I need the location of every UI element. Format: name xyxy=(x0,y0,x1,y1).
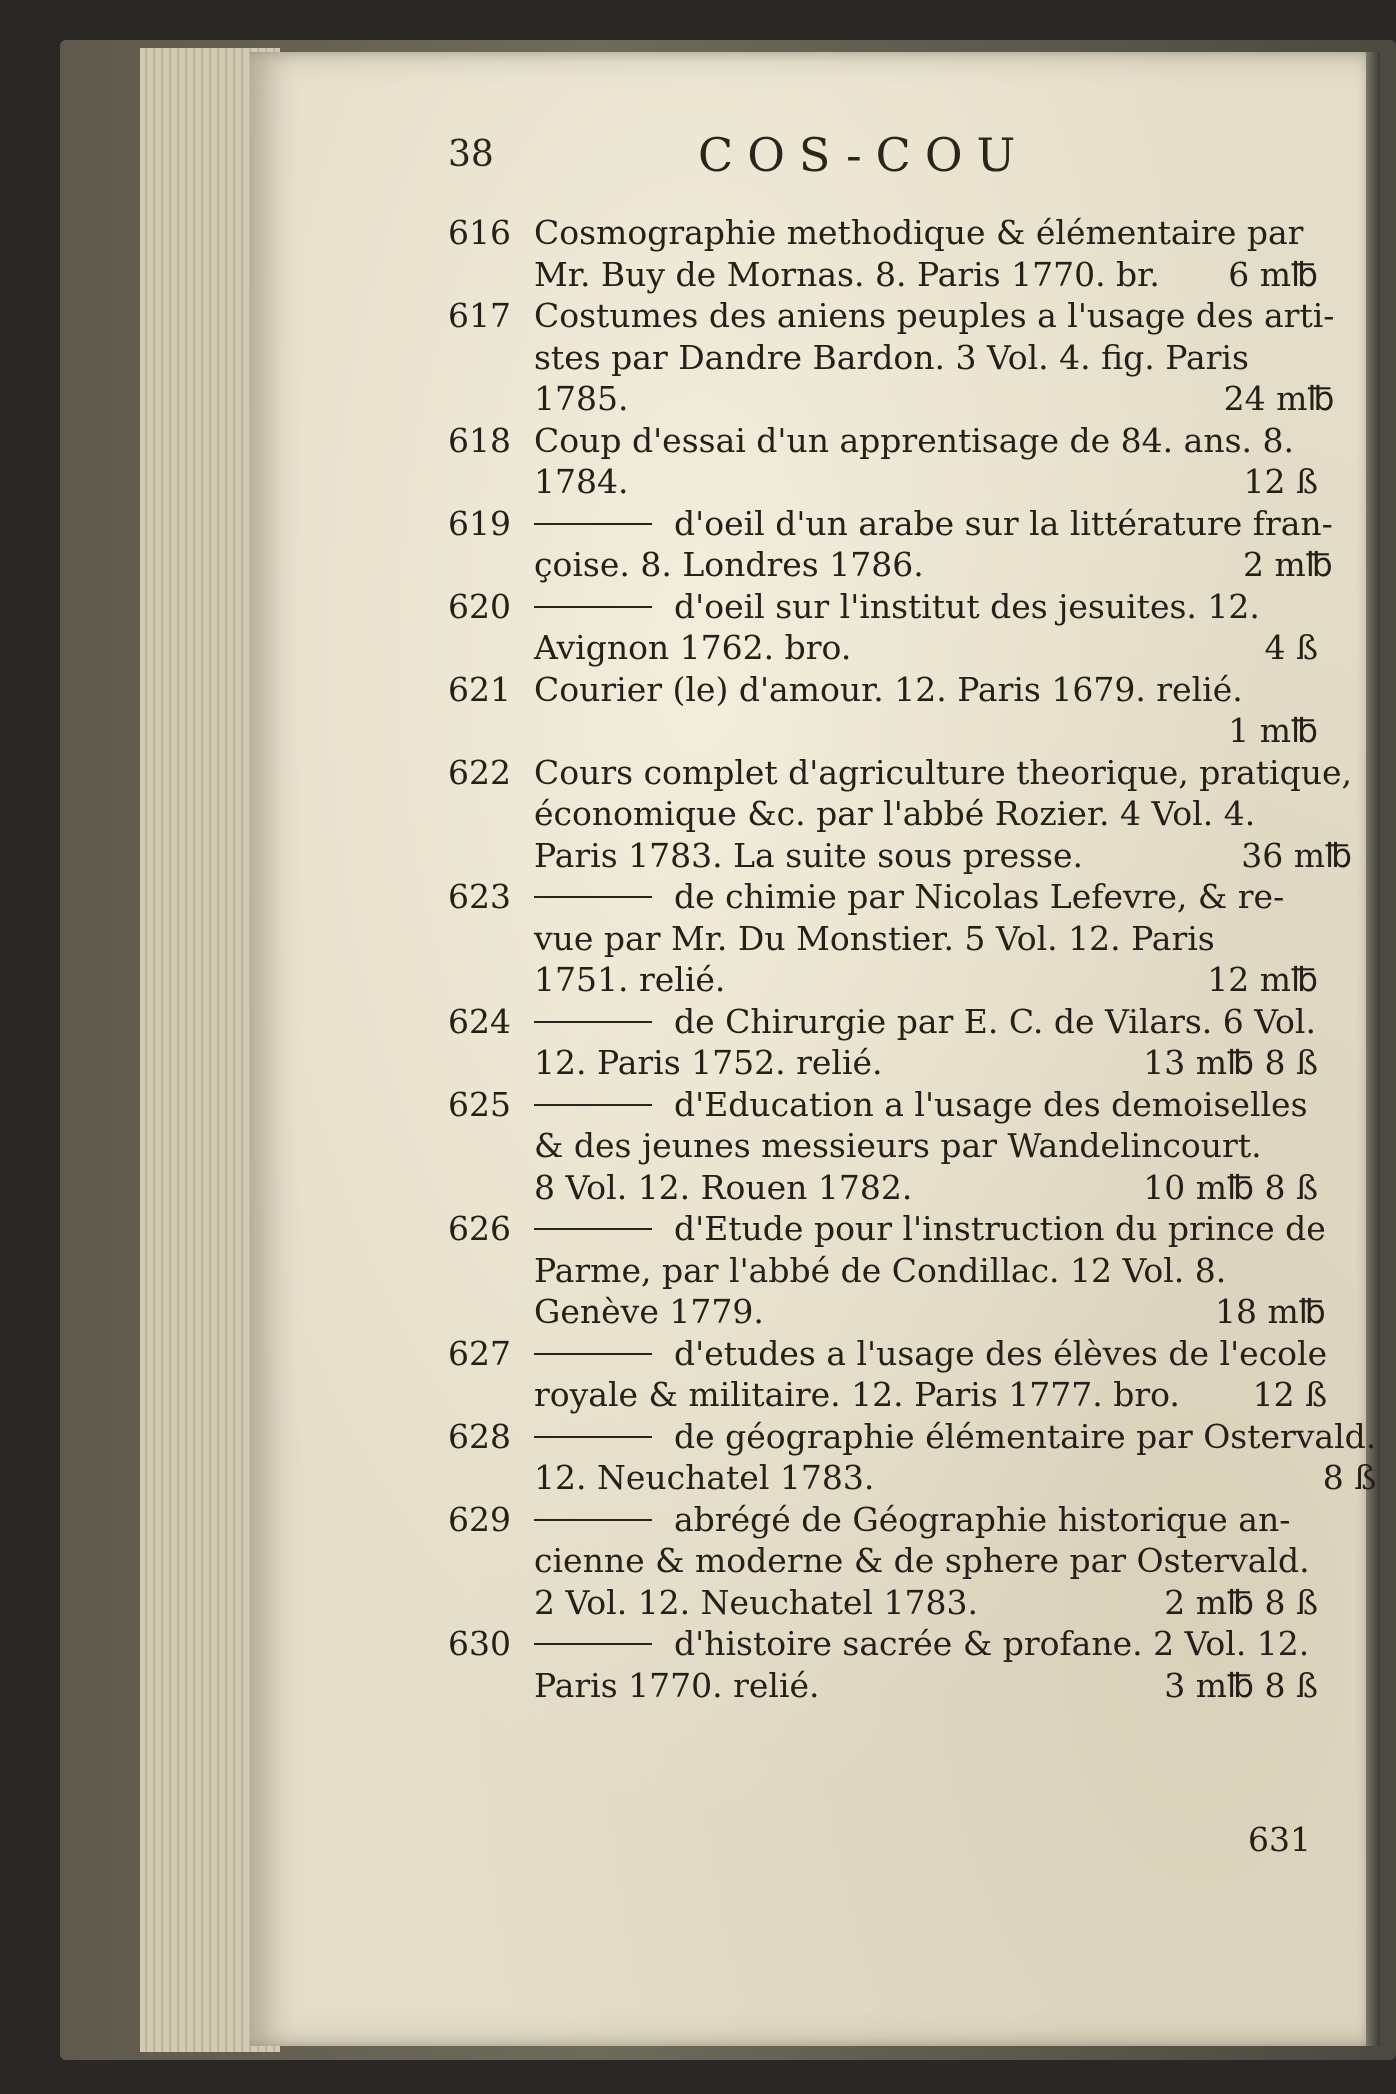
entry-line-text-wrap xyxy=(534,1499,1290,1541)
entry-text xyxy=(534,876,1318,1001)
entry-text xyxy=(534,1623,1318,1706)
page-header xyxy=(448,128,1318,188)
entry-line-text-wrap xyxy=(534,378,628,420)
catalog-entry xyxy=(448,1333,1328,1416)
entry-line-text-wrap xyxy=(534,295,1334,337)
entry-line-text: & des jeunes messieurs par Wandelincourt. xyxy=(534,1126,1262,1165)
entry-line xyxy=(534,1374,1327,1416)
entry-text xyxy=(534,295,1334,420)
entry-line-text-wrap xyxy=(534,212,1303,254)
entry-line-text-wrap xyxy=(534,1457,874,1499)
entry-line xyxy=(534,1457,1376,1499)
entry-line-text-wrap xyxy=(534,586,1260,628)
entry-number: 629 xyxy=(448,1499,511,1539)
entry-line xyxy=(534,295,1334,337)
entry-line xyxy=(534,1001,1318,1043)
entry-line-text: d'histoire sacrée & profane. 2 Vol. 12. xyxy=(674,1624,1310,1663)
entry-line-text: Genève 1779. xyxy=(534,1292,764,1331)
entry-line-text-wrap xyxy=(534,1125,1262,1167)
entry-line-text: Parme, par l'abbé de Condillac. 12 Vol. 8. xyxy=(534,1250,1227,1290)
entry-line-text: d'etudes a l'usage des élèves de l'ecole xyxy=(674,1333,1328,1373)
entry-line xyxy=(534,752,1352,794)
entry-line xyxy=(534,1623,1318,1665)
entry-line-text-wrap xyxy=(534,1084,1308,1126)
entry-line xyxy=(534,959,1318,1001)
entry-line xyxy=(534,503,1333,545)
ditto-dash xyxy=(534,523,652,525)
running-head: COS-COU xyxy=(698,128,1030,182)
entry-line-text-wrap xyxy=(534,876,1284,918)
entry-line xyxy=(534,1084,1318,1126)
entry-line-text-wrap xyxy=(534,1208,1326,1250)
entry-line-text: de Chirurgie par E. C. de Vilars. 6 Vol. xyxy=(674,1001,1316,1041)
entry-line xyxy=(534,1167,1318,1209)
entry-line-text-wrap xyxy=(534,1291,764,1333)
catalog-entry xyxy=(448,876,1318,1001)
entry-line-text-wrap xyxy=(534,254,1160,296)
catalog-entry xyxy=(448,1499,1318,1624)
entry-line xyxy=(534,1333,1327,1375)
catalog-entry xyxy=(448,295,1335,420)
entry-line-text: çoise. 8. Londres 1786. xyxy=(534,545,924,584)
entry-number: 627 xyxy=(448,1333,511,1373)
entry-number: 623 xyxy=(448,877,511,916)
entry-number: 630 xyxy=(448,1624,511,1663)
entry-line-text: de chimie par Nicolas Lefevre, & re- xyxy=(674,877,1285,916)
entry-line xyxy=(534,1582,1318,1624)
entry-line-text-wrap xyxy=(534,1167,912,1209)
entry-line xyxy=(534,710,1318,752)
entry-price: 3 m℔ 8 ß xyxy=(1164,1665,1318,1705)
entry-price: 36 m℔ xyxy=(1241,835,1353,875)
entry-line-text-wrap xyxy=(534,669,1243,711)
entry-line-text: Costumes des aniens peuples a l'usage des arti- xyxy=(534,296,1335,335)
entry-text xyxy=(534,752,1352,877)
entry-line-text: Cours complet d'agriculture theorique, pratique, xyxy=(534,752,1353,792)
entry-line xyxy=(534,835,1352,877)
entry-text xyxy=(534,212,1318,295)
catchword: 631 xyxy=(1248,1820,1311,1859)
entry-line-text-wrap xyxy=(534,959,725,1001)
entry-number: 617 xyxy=(448,296,511,335)
catalog-entry xyxy=(448,1208,1326,1333)
entry-text xyxy=(534,1001,1318,1084)
entry-number: 625 xyxy=(448,1084,511,1124)
entry-line xyxy=(534,669,1318,711)
entry-line-text-wrap xyxy=(534,918,1215,960)
entry-line xyxy=(534,337,1334,379)
entry-line-text: d'oeil sur l'institut des jesuites. 12. xyxy=(674,586,1260,626)
entry-line xyxy=(534,1125,1318,1167)
catalog-entry xyxy=(448,1084,1318,1209)
entry-number: 618 xyxy=(448,420,511,460)
entry-line xyxy=(534,378,1334,420)
entry-line-text-wrap xyxy=(534,1042,883,1084)
entry-line-text: de géographie élémentaire par Ostervald. xyxy=(674,1416,1377,1456)
entry-line xyxy=(534,627,1318,669)
entry-line xyxy=(534,1291,1326,1333)
entry-line-text-wrap xyxy=(534,337,1249,379)
entry-line-text: royale & militaire. 12. Paris 1777. bro. xyxy=(534,1375,1180,1414)
ditto-dash xyxy=(534,1021,652,1023)
entry-line-text: d'Etude pour l'instruction du prince de xyxy=(674,1209,1326,1248)
entry-line-text-wrap xyxy=(534,544,924,586)
catalog-entry xyxy=(448,669,1318,752)
entry-price: 12 m℔ xyxy=(1207,960,1318,999)
entry-line-text-wrap xyxy=(534,1623,1309,1665)
entry-line xyxy=(534,918,1318,960)
ditto-dash xyxy=(534,1353,652,1355)
entry-line xyxy=(534,1416,1376,1458)
catalog-entry xyxy=(448,1001,1318,1084)
entry-line-text-wrap xyxy=(534,1001,1316,1043)
entry-number: 620 xyxy=(448,586,511,626)
entry-line-text: stes par Dandre Bardon. 3 Vol. 4. fig. Paris xyxy=(534,337,1249,377)
entry-line-text: Cosmographie methodique & élémentaire par xyxy=(534,213,1304,252)
ditto-dash xyxy=(534,606,652,608)
entry-text xyxy=(534,1084,1318,1209)
entry-number: 622 xyxy=(448,752,511,792)
entry-line-text-wrap xyxy=(534,1333,1327,1375)
entry-text xyxy=(534,586,1318,669)
entry-price: 8 ß xyxy=(1322,1458,1377,1497)
entry-price: 2 m℔ 8 ß xyxy=(1164,1582,1318,1622)
entry-line-text: abrégé de Géographie historique an- xyxy=(674,1499,1291,1539)
entry-line-text: 1751. relié. xyxy=(534,960,726,999)
entry-number: 619 xyxy=(448,503,511,543)
entry-line xyxy=(534,461,1318,503)
entry-line-text: 8 Vol. 12. Rouen 1782. xyxy=(534,1167,913,1207)
entry-line xyxy=(534,876,1318,918)
ditto-dash xyxy=(534,1436,652,1438)
entry-text xyxy=(534,503,1333,586)
catalog-entry xyxy=(448,420,1318,503)
ditto-dash xyxy=(534,1519,652,1521)
page-right-edge xyxy=(1366,52,1380,2046)
entry-line-text-wrap xyxy=(534,793,1255,835)
ditto-dash xyxy=(534,1228,652,1230)
entry-number: 628 xyxy=(448,1416,511,1456)
entry-line-text: vue par Mr. Du Monstier. 5 Vol. 12. Paris xyxy=(534,918,1215,958)
entry-text xyxy=(534,669,1318,752)
entry-number: 624 xyxy=(448,1001,511,1041)
entry-price: 12 ß xyxy=(1252,1375,1328,1414)
entry-line-text: Paris 1783. La suite sous presse. xyxy=(534,835,1084,875)
entry-line-text: d'oeil d'un arabe sur la littérature fran- xyxy=(674,503,1333,543)
entry-line-text: 1784. xyxy=(534,462,629,501)
entry-line-text: 12. Neuchatel 1783. xyxy=(534,1458,875,1497)
entry-line xyxy=(534,254,1318,296)
ditto-dash xyxy=(534,1643,652,1645)
entry-line-text-wrap xyxy=(534,461,628,503)
entry-line xyxy=(534,586,1318,628)
entry-line-text-wrap xyxy=(534,1540,1310,1582)
entry-line xyxy=(534,1665,1318,1707)
catalog-entry xyxy=(448,586,1318,669)
catalog-entry xyxy=(448,752,1353,877)
entry-line-text-wrap xyxy=(534,627,851,669)
catalog-entry xyxy=(448,1623,1318,1706)
entry-line xyxy=(534,212,1318,254)
entry-text xyxy=(534,1416,1376,1499)
entry-text xyxy=(534,420,1318,503)
entry-line xyxy=(534,793,1352,835)
entry-price: 24 m℔ xyxy=(1223,379,1335,418)
entry-line-text-wrap xyxy=(534,835,1083,877)
entry-line-text-wrap xyxy=(534,420,1294,462)
catalog-entries xyxy=(448,212,1377,1706)
entry-line-text-wrap xyxy=(534,1416,1376,1458)
entry-text xyxy=(534,1333,1327,1416)
entry-line-text: Paris 1770. relié. xyxy=(534,1665,820,1705)
entry-line-text: Courier (le) d'amour. 12. Paris 1679. relié. xyxy=(534,669,1243,709)
entry-price: 13 m℔ 8 ß xyxy=(1143,1043,1318,1082)
entry-line-text-wrap xyxy=(534,1582,978,1624)
ditto-dash xyxy=(534,896,652,898)
entry-line-text: 2 Vol. 12. Neuchatel 1783. xyxy=(534,1582,979,1622)
entry-price: 1 m℔ xyxy=(1228,711,1318,750)
entry-line-text-wrap xyxy=(534,1374,1180,1416)
entry-line-text: Coup d'essai d'un apprentisage de 84. ans. 8. xyxy=(534,420,1294,460)
entry-price: 10 m℔ 8 ß xyxy=(1143,1167,1318,1207)
entry-price: 2 m℔ xyxy=(1243,545,1333,584)
entry-price: 18 m℔ xyxy=(1214,1292,1326,1331)
entry-text xyxy=(534,1208,1326,1333)
entry-line-text: économique &c. par l'abbé Rozier. 4 Vol. 4. xyxy=(534,794,1256,833)
ditto-dash xyxy=(534,1104,652,1106)
entry-line-text: 12. Paris 1752. relié. xyxy=(534,1043,883,1082)
catalog-entry xyxy=(448,1416,1377,1499)
entry-line xyxy=(534,1499,1318,1541)
page-number: 38 xyxy=(448,134,494,175)
entry-line xyxy=(534,544,1333,586)
entry-line-text: cienne & moderne & de sphere par Ostervald. xyxy=(534,1541,1310,1580)
entry-number: 616 xyxy=(448,213,511,252)
entry-line xyxy=(534,1540,1318,1582)
catalog-entry xyxy=(448,212,1318,295)
entry-line xyxy=(534,1250,1326,1292)
entry-line-text-wrap xyxy=(534,1250,1226,1292)
entry-price: 4 ß xyxy=(1264,628,1318,667)
entry-line-text: Avignon 1762. bro. xyxy=(534,628,852,667)
entry-line-text: Mr. Buy de Mornas. 8. Paris 1770. br. xyxy=(534,254,1160,294)
catalog-entry xyxy=(448,503,1333,586)
entry-line-text-wrap xyxy=(534,503,1333,545)
entry-number: 621 xyxy=(448,669,511,709)
entry-line-text: 1785. xyxy=(534,379,629,418)
entry-line-text-wrap xyxy=(534,1665,820,1707)
entry-price: 12 ß xyxy=(1243,462,1318,501)
entry-price: 6 m℔ xyxy=(1228,254,1318,294)
entry-text xyxy=(534,1499,1318,1624)
entry-line xyxy=(534,1042,1318,1084)
entry-line-text: d'Education a l'usage des demoiselles xyxy=(674,1084,1308,1124)
entry-line-text-wrap xyxy=(534,752,1352,794)
entry-line xyxy=(534,420,1318,462)
entry-number: 626 xyxy=(448,1209,511,1248)
entry-line xyxy=(534,1208,1326,1250)
